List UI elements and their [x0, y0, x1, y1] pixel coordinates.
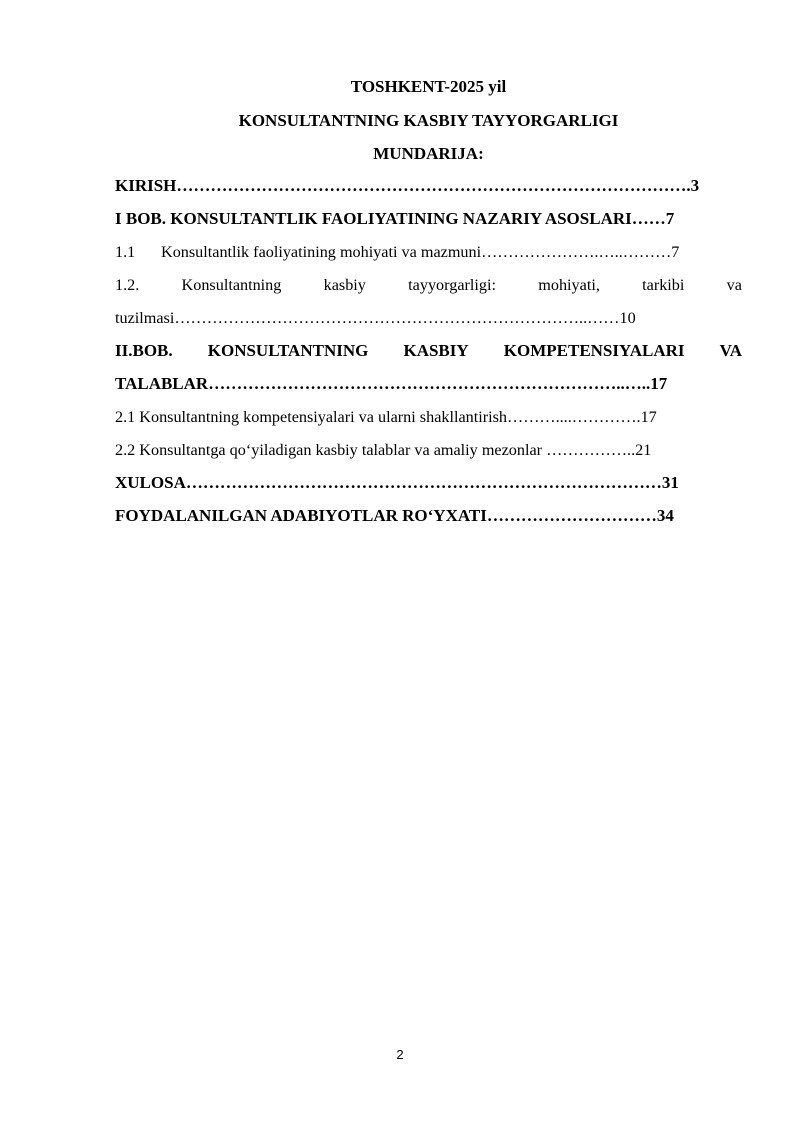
toc-entry-kirish: KIRISH……………………………………………………………………………….3 [115, 176, 700, 195]
toc-entry-1-2-word: Konsultantning [181, 276, 282, 294]
toc-entry-chapter-2-word: KOMPETENSIYALARI [503, 341, 685, 360]
toc-entry-1-2-word: va [726, 276, 742, 294]
toc-entry-2-2: 2.2 Konsultantga qo‘yiladigan kasbiy talablar va amaliy mezonlar ……………..21 [115, 441, 652, 459]
toc-entry-chapter-2-line-1 [115, 340, 742, 362]
toc-entry-1-1-text: Konsultantlik faoliyatining mohiyati va mazmuni………………….…..………7 [161, 243, 680, 261]
toc-entry-1-1 [115, 241, 742, 263]
toc-entry-1-2-line-1 [115, 274, 742, 296]
document-content [115, 76, 742, 527]
toc-entry-1-2-word: kasbiy [323, 276, 366, 294]
toc-entry-chapter-2-line-2: TALABLAR………………………………………………………………..…..17 [115, 374, 668, 393]
toc-entry-1-2-word: tayyorgarligi: [408, 276, 496, 294]
toc-entry-references: FOYDALANILGAN ADABIYOTLAR RO‘YXATI…………………………34 [115, 506, 674, 525]
toc-entry-chapter-2-word: II.BOB. [115, 341, 173, 360]
toc-entry-1-2-word: mohiyati, [538, 276, 600, 294]
document-title: KONSULTANTNING KASBIY TAYYORGARLIGI [238, 111, 619, 130]
toc-entry-1-2-word: 1.2. [115, 276, 140, 294]
contents-heading: MUNDARIJA: [373, 144, 484, 163]
toc-entry-2-1: 2.1 Konsultantning kompetensiyalari va ularni shakllantirish………....………….17 [115, 408, 657, 426]
toc-entry-xulosa: XULOSA…………………………………………………………………………31 [115, 473, 679, 492]
toc-entry-1-1-number: 1.1 [115, 243, 136, 261]
toc-entry-chapter-2-word: KONSULTANTNING [207, 341, 369, 360]
toc-entry-1-2-word: tarkibi [642, 276, 685, 294]
toc-entry-chapter-2-word: VA [719, 341, 742, 360]
toc-entry-chapter-2-word: KASBIY [403, 341, 469, 360]
page-number: 2 [396, 1047, 404, 1062]
toc-entry-1-2-line-2: tuzilmasi…………………………………………………………………..……10 [115, 309, 636, 327]
toc-entry-chapter-1: I BOB. KONSULTANTLIK FAOLIYATINING NAZARIY ASOSLARI……7 [115, 209, 675, 228]
city-year-line: TOSHKENT-2025 yil [350, 77, 507, 96]
